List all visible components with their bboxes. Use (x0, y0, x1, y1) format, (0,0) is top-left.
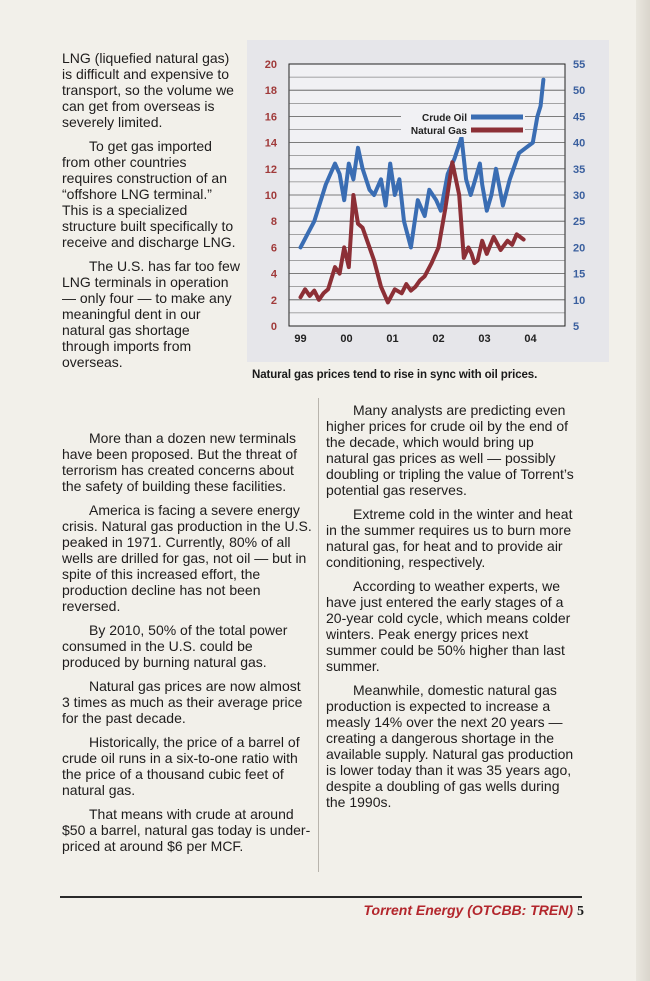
x-tick-label: 03 (478, 333, 491, 345)
paragraph-analysts: Many analysts are predicting even higher prices for crude oil by the end of the decade, which would bring up natural gas prices as well — possibly doubling or tripling the value of Torrent’s potential gas reserves. (326, 402, 574, 498)
y-left-tick-label: 8 (270, 216, 277, 229)
paragraph-extreme-weather: Extreme cold in the winter and heat in the summer requires us to burn more natural gas, for heat and to provide air conditioning, respectively. (326, 506, 573, 570)
y-left-tick-label: 2 (270, 294, 277, 307)
paragraph-cold-cycle: According to weather experts, we have just entered the early stages of a 20-year cold cycle, which means colder winters. Peak energy prices next summer could be 50% higher than last summer. (326, 578, 571, 674)
column-divider (318, 398, 319, 872)
y-left-tick-label: 0 (270, 321, 277, 333)
y-right-tick-label: 25 (573, 216, 586, 229)
footer-company: Torrent Energy (OTCBB: TREN) (363, 902, 573, 918)
x-tick-label: 02 (432, 333, 445, 345)
paragraph-terminal-count: The U.S. has far too few LNG terminals in operation — only four — to make any meaningful dent in our natural gas shortage through imports from overseas. (62, 258, 240, 370)
paragraph-energy-crisis: America is facing a severe energy crisis. Natural gas production in the U.S. peaked in 1971. Currently, 80% of all wells are drilled for gas, not oil — but in spite of this increased effort, the production decline has not been reversed. (62, 502, 312, 614)
x-tick-label: 99 (294, 333, 307, 345)
chart-legend (401, 105, 525, 137)
intro-column (62, 50, 240, 378)
y-left-tick-label: 14 (264, 137, 277, 150)
y-right-tick-label: 35 (573, 163, 586, 176)
y-right-tick-label: 50 (573, 85, 586, 98)
paragraph-lng-transport: LNG (liquefied natural gas) is difficult and expensive to transport, so the volume we can get from overseas is severely limited. (62, 50, 234, 130)
y-left-tick-label: 20 (264, 59, 277, 71)
y-left-tick-label: 16 (264, 111, 277, 124)
y-right-tick-label: 10 (573, 294, 586, 307)
paragraph-price-multiple: Natural gas prices are now almost 3 times as much as their average price for the past decade. (62, 678, 303, 726)
y-left-tick-label: 18 (264, 85, 277, 98)
y-right-tick-label: 20 (573, 242, 586, 255)
y-right-tick-label: 55 (573, 59, 586, 71)
chart-caption: Natural gas prices tend to rise in sync with oil prices. (252, 369, 538, 381)
x-tick-label: 00 (340, 333, 353, 345)
price-chart-svg (247, 40, 609, 362)
page-number: 5 (577, 904, 584, 919)
x-tick-label: 01 (386, 333, 399, 345)
page-footer (364, 902, 584, 920)
paragraph-power-2010: By 2010, 50% of the total power consumed in the U.S. could be produced by burning natural gas. (62, 622, 288, 670)
y-left-tick-label: 4 (270, 268, 277, 281)
y-right-tick-label: 5 (573, 321, 580, 333)
page-edge-shadow (636, 0, 650, 981)
y-right-tick-label: 45 (573, 111, 586, 124)
y-left-tick-label: 10 (264, 190, 277, 202)
y-right-tick-label: 30 (573, 190, 586, 202)
y-right-tick-label: 40 (573, 137, 586, 150)
y-left-tick-label: 12 (264, 163, 277, 176)
footer-rule (60, 896, 582, 898)
left-column (62, 430, 312, 862)
paragraph-offshore-terminal: To get gas imported from other countries requires construction of an “offshore LNG terminal.” This is a specialized structure built specifically to receive and discharge LNG. (62, 138, 236, 250)
y-left-tick-label: 6 (270, 242, 277, 255)
legend-label: Natural Gas (410, 126, 467, 137)
legend-label: Crude Oil (421, 113, 467, 124)
paragraph-production: Meanwhile, domestic natural gas production is expected to increase a measly 14% over the next 20 years — creating a dangerous shortage in the available supply. Natural gas production is lower today than it was 35 years ago, despite a doubling of gas wells during the 1990s. (326, 682, 574, 810)
y-right-tick-label: 15 (573, 268, 586, 281)
paragraph-underpriced: That means with crude at around $50 a barrel, natural gas today is under-priced at around $6 per MCF. (62, 806, 311, 854)
x-tick-label: 04 (524, 333, 537, 345)
paragraph-ratio: Historically, the price of a barrel of crude oil runs in a six-to-one ratio with the price of a thousand cubic feet of natural gas. (62, 734, 300, 798)
price-chart (247, 40, 609, 362)
right-column (326, 402, 578, 818)
paragraph-new-terminals: More than a dozen new terminals have been proposed. But the threat of terrorism has created concerns about the safety of building these facilities. (62, 430, 298, 494)
